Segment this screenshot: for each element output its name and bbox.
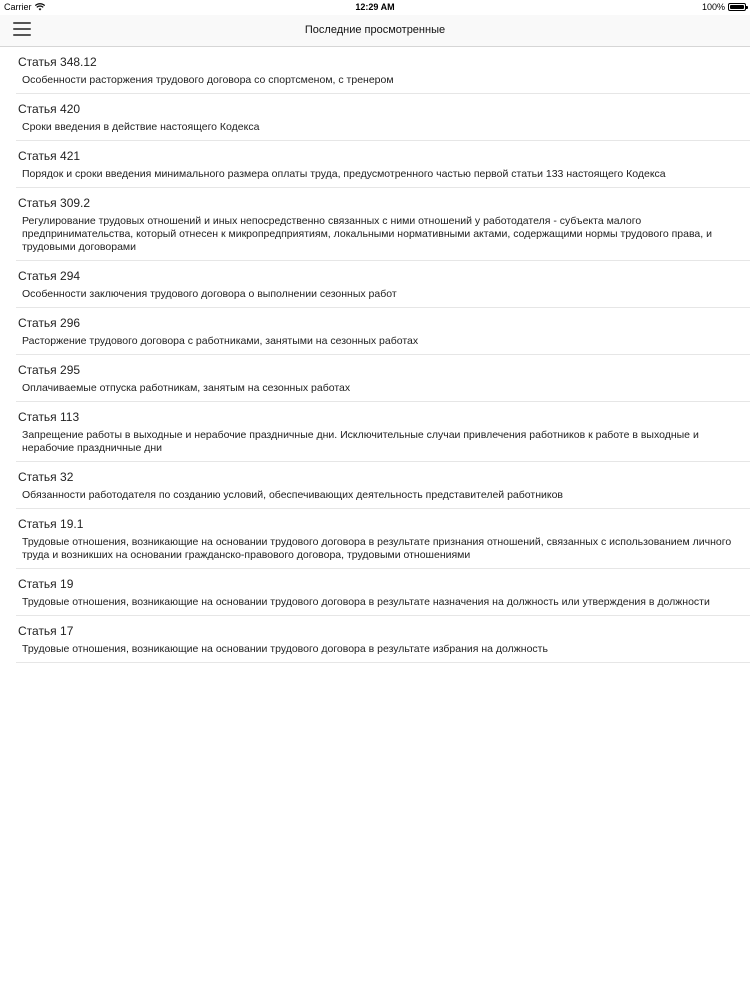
list-item[interactable] [16, 47, 750, 94]
page-title: Последние просмотренные [304, 24, 446, 36]
list-item[interactable] [16, 355, 750, 402]
article-description: Регулирование трудовых отношений и иных непосредственно связанных с ними отношений у работодателя - субъекта малого предпринимательства, который отнесен к микропредприятиям, локальными нормативными актами, содержащими нормы трудового права, и трудовыми договорами [22, 215, 712, 253]
article-number: Статья 19 [18, 577, 74, 591]
article-description: Обязанности работодателя по созданию условий, обеспечивающих деятельность представителей работников [22, 489, 563, 501]
battery-icon [728, 3, 746, 11]
article-description: Особенности заключения трудового договора о выполнении сезонных работ [22, 288, 397, 300]
article-number: Статья 17 [18, 624, 74, 638]
recent-articles-list [0, 47, 750, 663]
article-number: Статья 296 [18, 316, 81, 330]
list-item[interactable] [16, 261, 750, 308]
status-bar [0, 0, 750, 15]
article-description: Запрещение работы в выходные и нерабочие праздничные дни. Исключительные случаи привлечения работников к работе в выходные и нерабочие праздничные дни [22, 429, 699, 454]
article-description: Порядок и сроки введения минимального размера оплаты труда, предусмотренного частью первой статьи 133 настоящего Кодекса [22, 168, 666, 180]
list-item[interactable] [16, 402, 750, 462]
article-description: Оплачиваемые отпуска работникам, занятым на сезонных работах [22, 382, 351, 394]
article-number: Статья 348.12 [18, 55, 97, 69]
list-item[interactable] [16, 188, 750, 261]
article-description: Особенности расторжения трудового договора со спортсменом, с тренером [22, 74, 394, 86]
article-description: Сроки введения в действие настоящего Кодекса [22, 121, 260, 133]
battery-indicator [702, 2, 746, 12]
article-number: Статья 19.1 [18, 517, 84, 531]
navigation-bar [0, 15, 750, 47]
article-number: Статья 295 [18, 363, 81, 377]
clock: 12:29 AM [355, 2, 395, 12]
list-item[interactable] [16, 509, 750, 569]
article-number: Статья 32 [18, 470, 74, 484]
list-item[interactable] [16, 616, 750, 663]
article-number: Статья 421 [18, 149, 81, 163]
article-number: Статья 113 [18, 410, 80, 424]
article-number: Статья 294 [18, 269, 81, 283]
article-description: Расторжение трудового договора с работниками, занятыми на сезонных работах [22, 335, 419, 347]
article-description: Трудовые отношения, возникающие на основании трудового договора в результате избрания на должность [22, 643, 548, 655]
carrier-label: Carrier [4, 2, 32, 12]
article-description: Трудовые отношения, возникающие на основании трудового договора в результате признания отношений, связанных с использованием личного труда и возникших на основании гражданско-правового договора, трудовыми отношениями [22, 536, 732, 561]
article-description: Трудовые отношения, возникающие на основании трудового договора в результате назначения на должность или утверждения в должности [22, 596, 710, 608]
list-item[interactable] [16, 141, 750, 188]
article-number: Статья 309.2 [18, 196, 91, 210]
list-item[interactable] [16, 94, 750, 141]
list-item[interactable] [16, 462, 750, 509]
list-item[interactable] [16, 308, 750, 355]
battery-label: 100% [701, 2, 725, 12]
article-number: Статья 420 [18, 102, 81, 116]
list-item[interactable] [16, 569, 750, 616]
